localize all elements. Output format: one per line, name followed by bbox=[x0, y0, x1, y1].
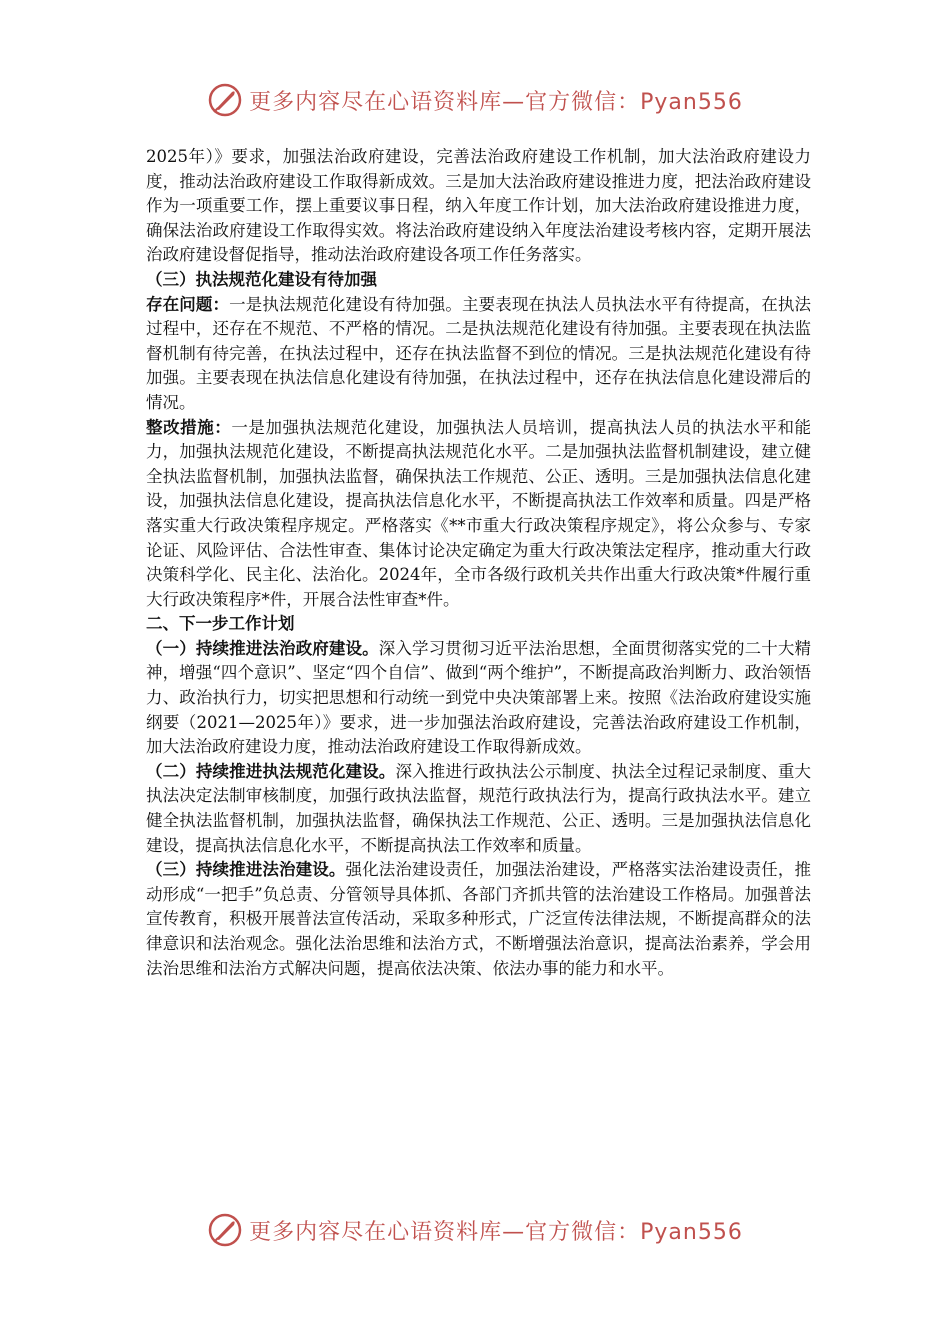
header-watermark bbox=[0, 82, 950, 118]
watermark-text: 更多内容尽在心语资料库—官方微信：Pyan556 bbox=[249, 89, 743, 115]
paragraph-plan-rule-of-law-government: （一）持续推进法治政府建设。深入学习贯彻习近平法治思想，全面贯彻落实党的二十大精神，增强“四个意识”、坚定“四个自信”、做到“两个维护”，不断提高政治判断力、政治领悟力、政治执行力，切实把思想和行动统一到党中央决策部署上来。按照《法治政府建设实施纲要（2021—2025年）》要求，进一步加强法治政府建设，完善法治政府建设工作机制，加大法治政府建设力度，推动法治政府建设工作取得新成效。 bbox=[146, 638, 812, 757]
watermark-text: 更多内容尽在心语资料库—官方微信：Pyan556 bbox=[249, 1219, 743, 1245]
paragraph-plan-enforcement-standardization: （二）持续推进执法规范化建设。深入推进行政执法公示制度、执法全过程记录制度、重大执法决定法制审核制度，加强行政执法监督，规范行政执法行为，提高行政执法水平。建立健全执法监督机制，加强执法监督，确保执法工作规范、公正、透明。三是加强执法信息化建设，提高执法信息化水平，不断提高执法工作效率和质量。 bbox=[146, 761, 812, 855]
paragraph-continuation: 2025年）》要求，加强法治政府建设，完善法治政府建设工作机制，加大法治政府建设力度，推动法治政府建设工作取得新成效。三是加大法治政府建设推进力度，把法治政府建设作为一项重要工作，摆上重要议事日程，纳入年度工作计划，加大法治政府建设推进力度，确保法治政府建设工作取得实效。将法治政府建设纳入年度法治建设考核内容，定期开展法治政府建设督促指导，推动法治政府建设各项工作任务落实。 bbox=[146, 147, 811, 265]
footer-watermark bbox=[0, 1212, 950, 1248]
paragraph-existing-problems: 存在问题：一是执法规范化建设有待加强。主要表现在执法人员执法水平有待提高，在执法过程中，还存在不规范、不严格的情况。二是执法规范化建设有待加强。主要表现在执法监督机制有待完善，在执法过程中，还存在执法监督不到位的情况。三是执法规范化建设有待加强。主要表现在执法信息化建设有待加强，在执法过程中，还存在执法信息化建设滞后的情况。 bbox=[146, 294, 812, 412]
quill-logo-icon bbox=[207, 82, 243, 118]
paragraph-plan-rule-of-law-construction: （三）持续推进法治建设。强化法治建设责任，加强法治建设，严格落实法治建设责任，推动形成“一把手”负总责、分管领导具体抓、各部门齐抓共管的法治建设工作格局。加强普法宣传教育，积极开展普法宣传活动，采取多种形式，广泛宣传法律法规，不断提高群众的法律意识和法治观念。强化法治思维和法治方式，不断增强法治意识，提高法治素养，学会用法治思维和法治方式解决问题，提高依法决策、依法办事的能力和水平。 bbox=[146, 860, 812, 978]
section-heading-enforcement: （三）执法规范化建设有待加强 bbox=[146, 269, 377, 289]
paragraph-rectification-measures: 整改措施：一是加强执法规范化建设，加强执法人员培训，提高执法人员的执法水平和能力，加强执法规范化建设，不断提高执法规范化水平。二是加强执法监督机制建设，建立健全执法监督机制，加强执法监督，确保执法工作规范、公正、透明。三是加强执法信息化建设，加强执法信息化建设，提高执法信息化水平，不断提高执法工作效率和质量。四是严格落实重大行政决策程序规定。严格落实《**市重大行政决策程序规定》，将公众参与、专家论证、风险评估、合法性审查、集体讨论决定确定为重大行政决策法定程序，推动重大行政决策科学化、民主化、法治化。2024年，全市各级行政机关共作出重大行政决策*件履行重大行政决策程序*件，开展合法性审查*件。 bbox=[146, 417, 812, 609]
document-body bbox=[146, 145, 811, 981]
section-heading-next-plan: 二、下一步工作计划 bbox=[146, 614, 295, 634]
quill-logo-icon bbox=[207, 1212, 243, 1248]
